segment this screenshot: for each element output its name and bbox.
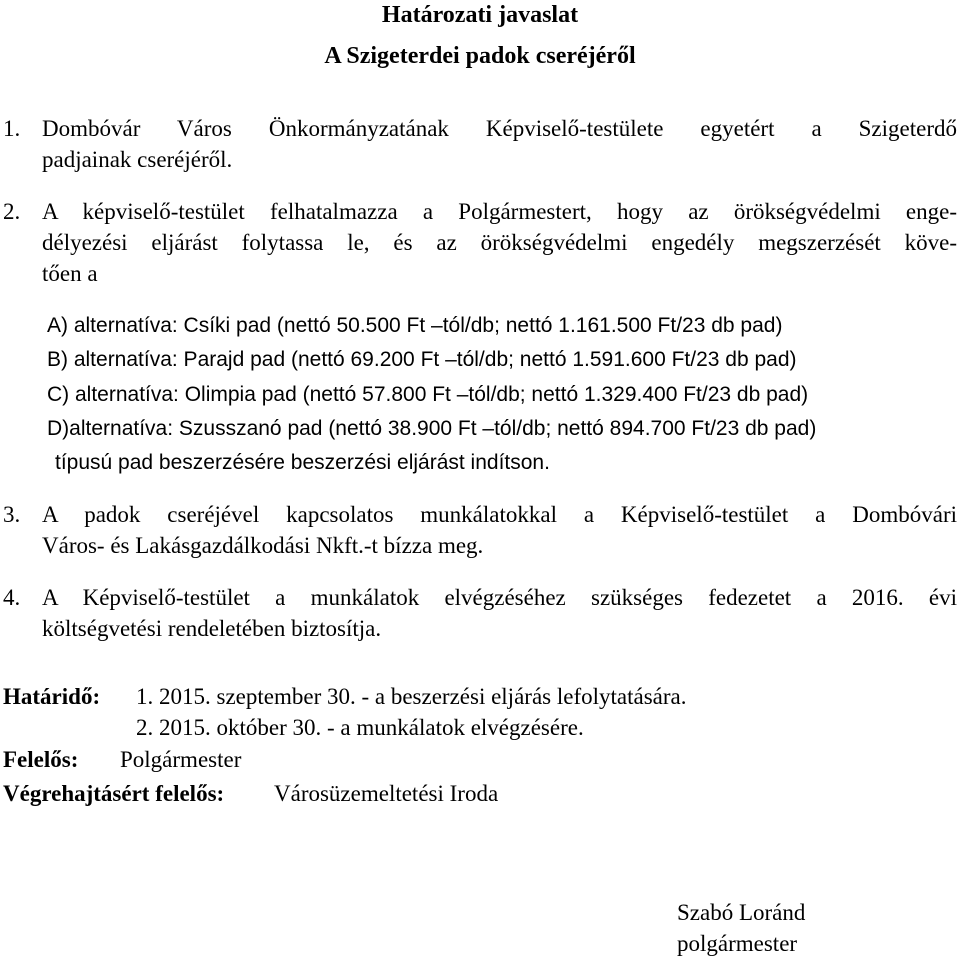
deadline-label: Határidő: (3, 684, 101, 709)
alternative-c: C) alternatíva: Olimpia pad (nettó 57.800 Ft –tól/db; nettó 1.329.400 Ft/23 db pad) (47, 383, 809, 406)
item-2-line-3: tően a (42, 261, 98, 286)
deadline-line-1: 1. 2015. szeptember 30. - a beszerzési eljárás lefolytatására. (136, 684, 687, 709)
item-1-line-1: Dombóvár Város Önkormányzatának Képviselő-testülete egyetért a Szigeterdő (42, 116, 957, 141)
deadline-line-2: 2. 2015. október 30. - a munkálatok elvégzésére. (136, 715, 584, 740)
item-1-line-2: padjainak cseréjéről. (42, 147, 233, 172)
executor-label: Végrehajtásért felelős: (3, 781, 225, 806)
alternative-b: B) alternatíva: Parajd pad (nettó 69.200 Ft –tól/db; nettó 1.591.600 Ft/23 db pad) (47, 348, 797, 371)
signature-name: Szabó Loránd (677, 900, 806, 925)
item-2-closing: típusú pad beszerzésére beszerzési eljárást indítson. (55, 451, 550, 474)
item-3-number: 3. (3, 502, 21, 527)
responsible-value: Polgármester (120, 747, 242, 772)
item-2-line-2: délyezési eljárást folytassa le, és az örökségvédelmi engedély megszerzését köve- (42, 230, 957, 255)
document-title: Határozati javaslat (381, 2, 579, 28)
item-2-line-1: A képviselő-testület felhatalmazza a Polgármestert, hogy az örökségvédelmi enge- (42, 199, 957, 224)
item-4-number: 4. (3, 585, 21, 610)
item-4-line-2: költségvetési rendeletében biztosítja. (42, 616, 382, 641)
responsible-label: Felelős: (3, 747, 79, 772)
alternative-a: A) alternatíva: Csíki pad (nettó 50.500 Ft –tól/db; nettó 1.161.500 Ft/23 db pad) (47, 314, 783, 337)
item-4-line-1: A Képviselő-testület a munkálatok elvégzéséhez szükséges fedezetet a 2016. évi (42, 585, 957, 610)
document-subtitle: A Szigeterdei padok cseréjéről (324, 43, 636, 69)
alternative-d: D)alternatíva: Szusszanó pad (nettó 38.900 Ft –tól/db; nettó 894.700 Ft/23 db pad) (47, 417, 817, 440)
item-2-number: 2. (3, 199, 21, 224)
item-1-number: 1. (3, 116, 21, 141)
signature-role: polgármester (677, 931, 798, 956)
executor-value: Városüzemeltetési Iroda (274, 781, 499, 806)
item-3-line-2: Város- és Lakásgazdálkodási Nkft.-t bízza meg. (42, 533, 484, 558)
item-3-line-1: A padok cseréjével kapcsolatos munkálatokkal a Képviselő-testület a Dombóvári (42, 502, 957, 527)
